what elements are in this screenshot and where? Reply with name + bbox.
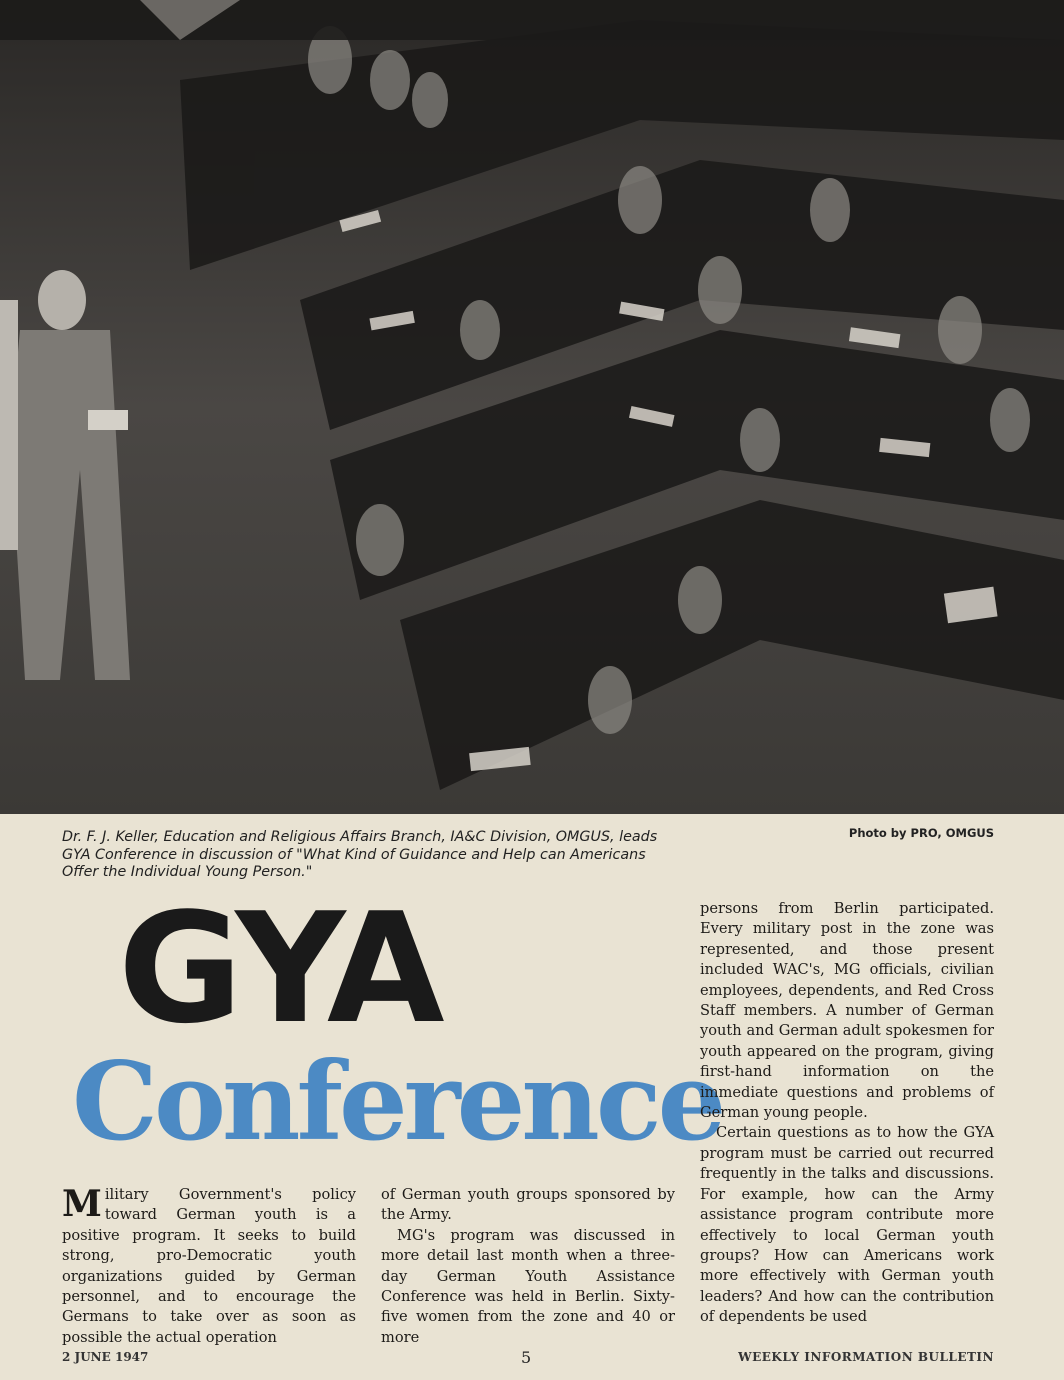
- photo-credit: Photo by PRO, OMGUS: [848, 826, 994, 840]
- headline-gya: GYA: [118, 880, 441, 1057]
- column-2-paragraph-2: MG's program was discussed in more detail last month when a three-day German Youth Assistance Conference was held in Berlin. Sixty-five women from the zone and 40 or more: [381, 1226, 675, 1346]
- article-column-1: [62, 1185, 356, 1348]
- photo-caption: Dr. F. J. Keller, Education and Religious Affairs Branch, IA&C Division, OMGUS, leads GYA Conference in discussion of "What Kind of Guidance and Help can Americans Offer the Individual Young Person.": [62, 829, 658, 880]
- page-number: 5: [521, 1348, 532, 1367]
- column-3-paragraph-2: Certain questions as to how the GYA program must be carried out recurred frequently in the talks and discussions. For example, how can the Army assistance program contribute more effectively to local German youth groups? How can Americans work more effectively with German youth leaders? And how can the contribution of dependents be used: [700, 1124, 994, 1326]
- footer-date: 2 JUNE 1947: [62, 1350, 149, 1364]
- column-2-paragraph-1: of German youth groups sponsored by the Army.: [381, 1186, 675, 1224]
- headline-conference: Conference: [72, 1039, 723, 1165]
- column-3-paragraph-1: persons from Berlin participated. Every military post in the zone was represented, and those present included WAC's, MG officials, civilian employees, dependents, and Red Cross Staff members. A number of German youth and German adult spokesmen for youth appeared on the program, giving first-hand information on the immediate questions and problems of German young people.: [700, 900, 994, 1122]
- publication-name: WEEKLY INFORMATION BULLETIN: [738, 1350, 994, 1364]
- article-column-2: [381, 1185, 675, 1348]
- column-1-text: ilitary Government's policy toward German youth is a positive program. It seeks to build strong, pro-Democratic youth organizations guided by German personnel, and to encourage the Germans to take over as soon as possible the actual operation: [62, 1186, 356, 1346]
- drop-cap: M: [62, 1183, 102, 1225]
- article-column-3: [700, 899, 994, 1328]
